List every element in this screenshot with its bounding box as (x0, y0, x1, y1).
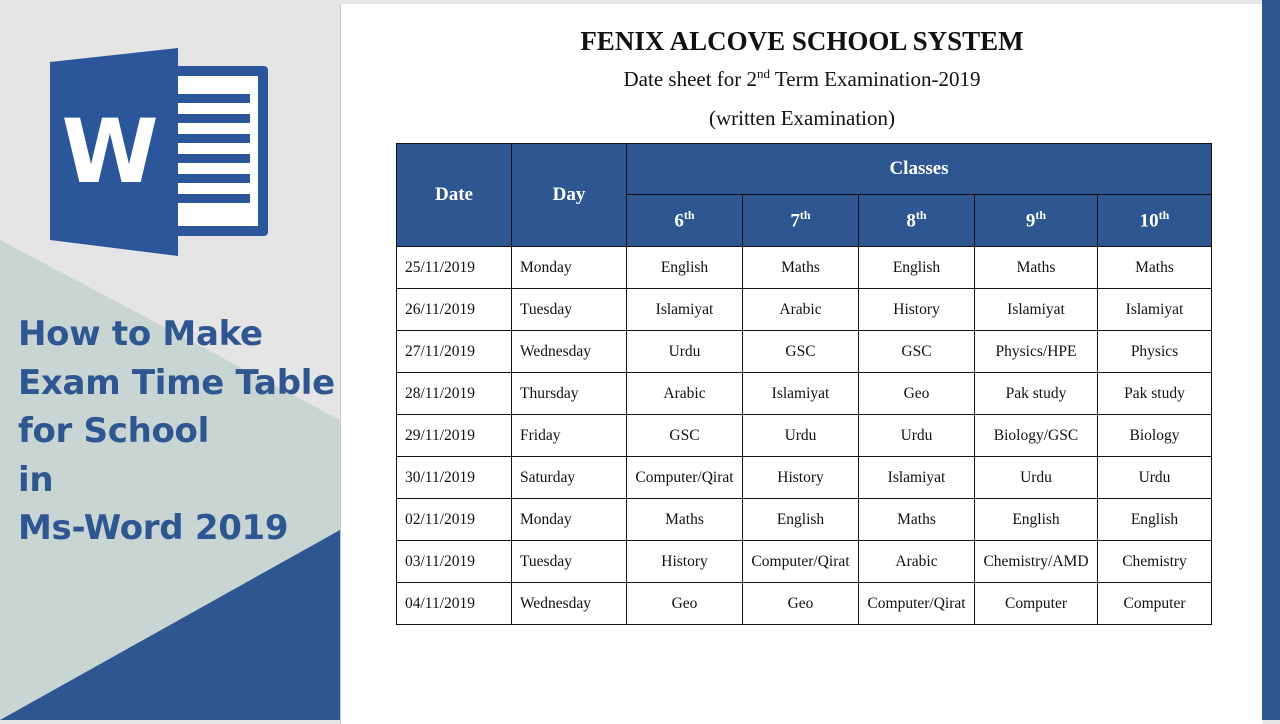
cell-subject: Arabic (627, 373, 743, 415)
table-row (397, 541, 1212, 583)
table-row (397, 331, 1212, 373)
document-page (340, 4, 1263, 724)
headline-line: Ms-Word 2019 (18, 508, 289, 548)
cell-subject: Computer/Qirat (627, 457, 743, 499)
cell-subject: English (859, 247, 975, 289)
document-title: FENIX ALCOVE SCHOOL SYSTEM (580, 26, 1024, 56)
header-day: Day (512, 144, 627, 247)
cell-date: 25/11/2019 (397, 247, 512, 289)
cell-subject: Islamiyat (1098, 289, 1212, 331)
headline-line: for School (18, 411, 209, 451)
cell-subject: Computer/Qirat (743, 541, 859, 583)
cell-subject: Geo (859, 373, 975, 415)
cell-subject: Computer (975, 583, 1098, 625)
cell-subject: Urdu (859, 415, 975, 457)
header-class-6: 6th (627, 195, 743, 247)
cell-subject: Urdu (975, 457, 1098, 499)
cell-subject: Maths (975, 247, 1098, 289)
cell-subject: GSC (627, 415, 743, 457)
table-row (397, 415, 1212, 457)
cell-subject: Computer/Qirat (859, 583, 975, 625)
table-row (397, 499, 1212, 541)
cell-subject: Chemistry (1098, 541, 1212, 583)
document-subtitle: Date sheet for 2nd Term Examination-2019 (623, 66, 981, 91)
cell-date: 02/11/2019 (397, 499, 512, 541)
cell-subject: English (975, 499, 1098, 541)
cell-day: Wednesday (512, 331, 627, 373)
cell-subject: Pak study (1098, 373, 1212, 415)
cell-date: 30/11/2019 (397, 457, 512, 499)
headline-line: in (18, 459, 54, 500)
table-row (397, 247, 1212, 289)
table-row (397, 289, 1212, 331)
cell-subject: Urdu (1098, 457, 1212, 499)
cell-day: Saturday (512, 457, 627, 499)
cell-subject: Pak study (975, 373, 1098, 415)
cell-subject: Urdu (627, 331, 743, 373)
cell-subject: Maths (1098, 247, 1212, 289)
cell-date: 03/11/2019 (397, 541, 512, 583)
cell-subject: History (627, 541, 743, 583)
cell-subject: GSC (743, 331, 859, 373)
cell-date: 27/11/2019 (397, 331, 512, 373)
table-row (397, 583, 1212, 625)
cell-subject: Chemistry/AMD (975, 541, 1098, 583)
cell-day: Monday (512, 247, 627, 289)
video-headline (18, 310, 335, 553)
table-row (397, 457, 1212, 499)
cell-subject: Arabic (743, 289, 859, 331)
header-class-8: 8th (859, 195, 975, 247)
cell-date: 26/11/2019 (397, 289, 512, 331)
table-row (397, 373, 1212, 415)
cell-day: Tuesday (512, 289, 627, 331)
cell-date: 04/11/2019 (397, 583, 512, 625)
cell-day: Tuesday (512, 541, 627, 583)
thumbnail-panel (0, 0, 340, 720)
cell-date: 28/11/2019 (397, 373, 512, 415)
document-note: (written Examination) (708, 106, 896, 130)
header-class-7: 7th (743, 195, 859, 247)
cell-date: 29/11/2019 (397, 415, 512, 457)
headline-line: Exam Time Table (18, 362, 335, 403)
cell-subject: Computer (1098, 583, 1212, 625)
cell-subject: Islamiyat (975, 289, 1098, 331)
logo-letter: W (61, 100, 159, 203)
cell-subject: English (743, 499, 859, 541)
cell-subject: Islamiyat (743, 373, 859, 415)
header-class-10: 10th (1098, 195, 1212, 247)
word-logo-icon (50, 48, 270, 258)
right-accent-stripe (1262, 0, 1280, 720)
header-class-9: 9th (975, 195, 1098, 247)
cell-day: Thursday (512, 373, 627, 415)
cell-subject: Arabic (859, 541, 975, 583)
cell-subject: History (743, 457, 859, 499)
header-classes: Classes (627, 144, 1212, 195)
headline-line: How to Make (18, 314, 263, 354)
header-date: Date (397, 144, 512, 247)
cell-day: Wednesday (512, 583, 627, 625)
cell-subject: Maths (627, 499, 743, 541)
cell-subject: Biology/GSC (975, 415, 1098, 457)
cell-subject: Biology (1098, 415, 1212, 457)
cell-day: Monday (512, 499, 627, 541)
cell-subject: Islamiyat (859, 457, 975, 499)
cell-subject: Islamiyat (627, 289, 743, 331)
cell-subject: Physics (1098, 331, 1212, 373)
cell-subject: GSC (859, 331, 975, 373)
cell-subject: Geo (743, 583, 859, 625)
exam-date-sheet-table (396, 143, 1212, 625)
cell-subject: Urdu (743, 415, 859, 457)
cell-subject: Maths (859, 499, 975, 541)
cell-subject: English (627, 247, 743, 289)
cell-subject: English (1098, 499, 1212, 541)
cell-subject: Geo (627, 583, 743, 625)
cell-subject: Physics/HPE (975, 331, 1098, 373)
cell-subject: Maths (743, 247, 859, 289)
cell-day: Friday (512, 415, 627, 457)
cell-subject: History (859, 289, 975, 331)
